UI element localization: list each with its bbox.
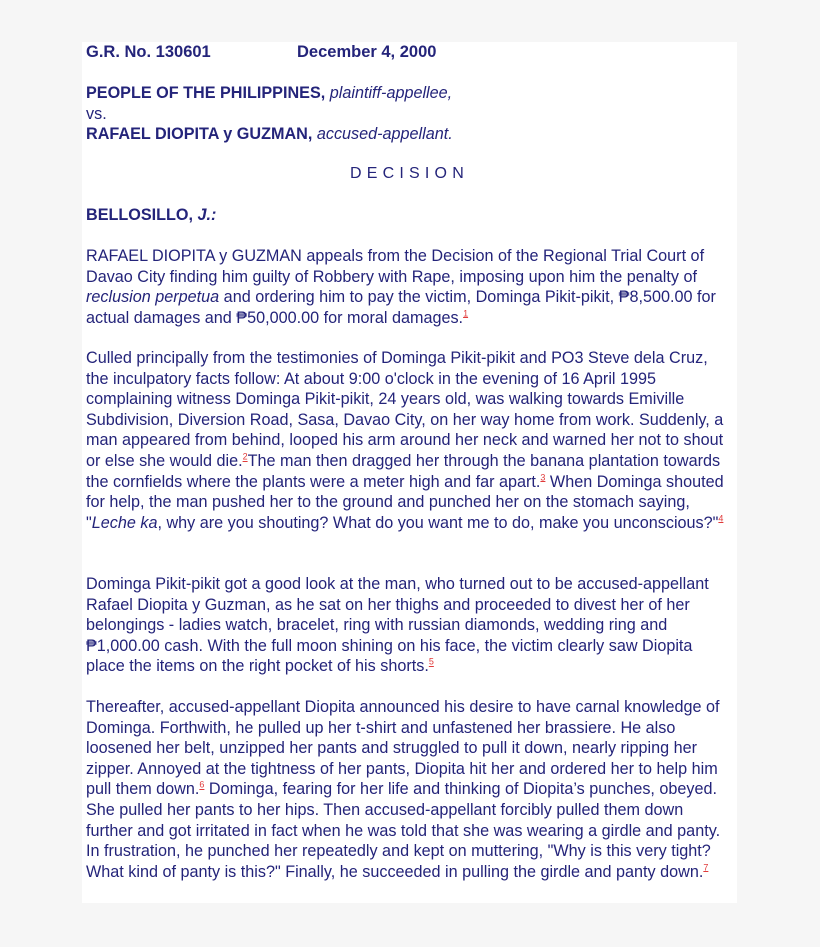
accused-line: [86, 124, 726, 145]
case-parties: [86, 83, 726, 145]
emphasis-text: reclusion perpetua: [86, 288, 220, 307]
paragraph-text: Dominga, fearing for her life and thinking of Diopita’s punches, obeyed. She pulled her pants to her hips. Then accused-appellant forcibly pulled them down further and got irritated in fact when he was told that she was wearing a girdle and panty. In frustration, he punched her repeatedly and kept on muttering, "Why is this very tight? What kind of panty is this?" Finally, he succeeded in pulling the girdle and panty down.: [86, 780, 721, 881]
plaintiff-role: plaintiff-appellee,: [329, 84, 453, 102]
footnote-link-4[interactable]: 4: [718, 513, 724, 524]
gr-number: G.R. No. 130601: [86, 43, 211, 61]
paragraph-2: [86, 348, 734, 533]
accused-role: accused-appellant.: [316, 125, 453, 144]
accused-name: RAFAEL DIOPITA y GUZMAN,: [86, 125, 313, 144]
footnote-link-2[interactable]: 2: [242, 451, 248, 462]
plaintiff-line: [86, 83, 726, 104]
ponente-suffix: J.:: [197, 206, 217, 224]
emphasis-text: Leche ka: [91, 513, 158, 532]
plaintiff-name: PEOPLE OF THE PHILIPPINES,: [86, 84, 326, 102]
paragraph-text: When Dominga shouted for help, the man pushed her to the ground and punched her on the stomach saying, ": [86, 472, 724, 532]
versus-label: vs.: [86, 104, 107, 123]
paragraph-text: , why are you shouting? What do you want me to do, make you unconscious?": [157, 513, 719, 532]
decision-heading: DECISION: [350, 165, 469, 182]
ponente: [86, 205, 216, 226]
paragraph-text: The man then dragged her through the banana plantation towards the cornfields where the plants were a meter high and far apart.: [86, 451, 721, 491]
paragraph-3: [86, 574, 734, 677]
footnote-link-7[interactable]: 7: [703, 862, 709, 873]
ponente-name: BELLOSILLO,: [86, 206, 198, 224]
decision-date: December 4, 2000: [297, 43, 437, 61]
footnote-link-5[interactable]: 5: [428, 656, 434, 667]
paragraph-text: Thereafter, accused-appellant Diopita announced his desire to have carnal knowledge of Dominga. Forthwith, he pulled up her t-shirt and unfastened her brassiere. He also loosened her belt, unzipped her pants and struggled to pull it down, nearly ripping her zipper. Annoyed at the tightness of her pants, Diopita hit her and ordered her to help him pull them down.: [86, 698, 720, 799]
paragraph-4: [86, 697, 734, 882]
paragraph-text: Culled principally from the testimonies of Dominga Pikit-pikit and PO3 Steve dela Cruz, the inculpatory facts follow: At about 9:00 o'clock in the evening of 16 April 1995 complaining witness Dominga Pikit-pikit, 24 years old, was walking towards Emiville Subdivision, Diversion Road, Sasa, Davao City, on her way home from work. Suddenly, a man appeared from behind, looped his arm around her neck and warned her not to shout or else she would die.: [86, 349, 724, 470]
document-page: [82, 42, 737, 903]
paragraph-text: Dominga Pikit-pikit got a good look at the man, who turned out to be accused-appellant Rafael Diopita y Guzman, as he sat on her thighs and proceeded to divest her of her belongings - ladies watch, bracelet, ring with russian diamonds, wedding ring and ₱1,000.00 cash. With the full moon shining on his face, the victim clearly saw Diopita place the items on the right pocket of his shorts.: [86, 575, 709, 676]
paragraph-text: and ordering him to pay the victim, Dominga Pikit-pikit, ₱8,500.00 for actual damages and ₱50,000.00 for moral damages.: [86, 288, 716, 327]
paragraph-text: RAFAEL DIOPITA y GUZMAN appeals from the Decision of the Regional Trial Court of Davao City finding him guilty of Robbery with Rape, imposing upon him the penalty of: [86, 247, 705, 286]
footnote-link-6[interactable]: 6: [199, 779, 205, 790]
footnote-link-1[interactable]: 1: [463, 308, 469, 319]
paragraph-1: [86, 246, 734, 328]
footnote-link-3[interactable]: 3: [540, 472, 546, 483]
